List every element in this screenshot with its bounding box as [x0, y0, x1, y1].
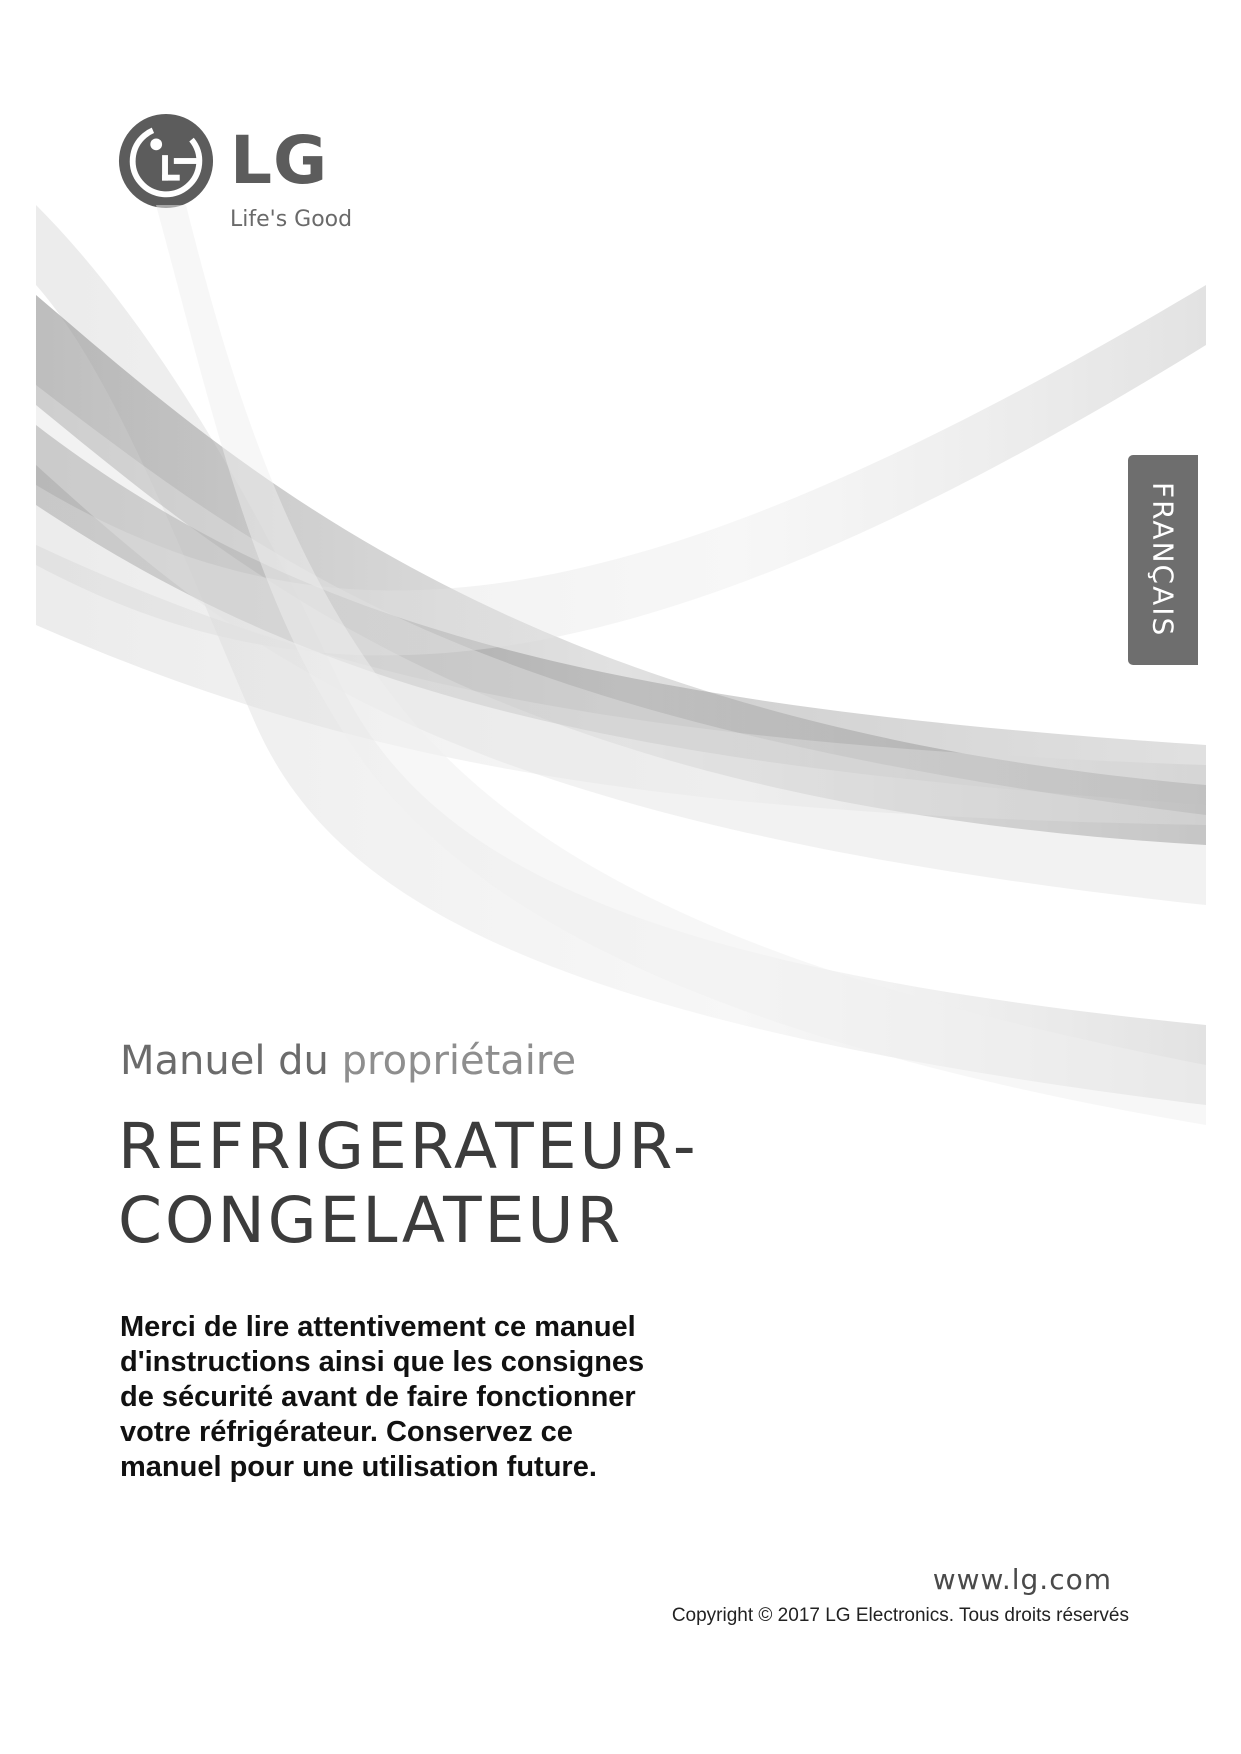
title-line: REFRIGERATEUR-	[118, 1110, 699, 1183]
lg-face-logo-icon	[117, 112, 215, 210]
lg-wordmark: LG	[230, 122, 329, 199]
title-line: CONGELATEUR	[118, 1184, 624, 1257]
document-title	[118, 1110, 699, 1258]
subtitle-secondary: propriétaire	[341, 1038, 577, 1084]
language-tab[interactable]	[1128, 455, 1198, 665]
copyright-notice: Copyright © 2017 LG Electronics. Tous droits réservés	[671, 1605, 1129, 1626]
intro-line: de sécurité avant de faire fonctionner	[120, 1381, 636, 1413]
intro-line: manuel pour une utilisation future.	[120, 1451, 597, 1483]
document-subtitle	[120, 1038, 576, 1084]
website-link[interactable]: www.lg.com	[932, 1563, 1112, 1596]
intro-line: votre réfrigérateur. Conservez ce	[120, 1416, 573, 1448]
language-tab-label: FRANÇAIS	[1146, 482, 1180, 638]
intro-line: d'instructions ainsi que les consignes	[120, 1346, 645, 1378]
decorative-wave-graphic	[36, 205, 1206, 1125]
intro-line: Merci de lire attentivement ce manuel	[120, 1311, 636, 1343]
brand-tagline: Life's Good	[230, 207, 353, 232]
intro-paragraph	[120, 1310, 740, 1485]
subtitle-primary: Manuel du	[120, 1038, 329, 1084]
